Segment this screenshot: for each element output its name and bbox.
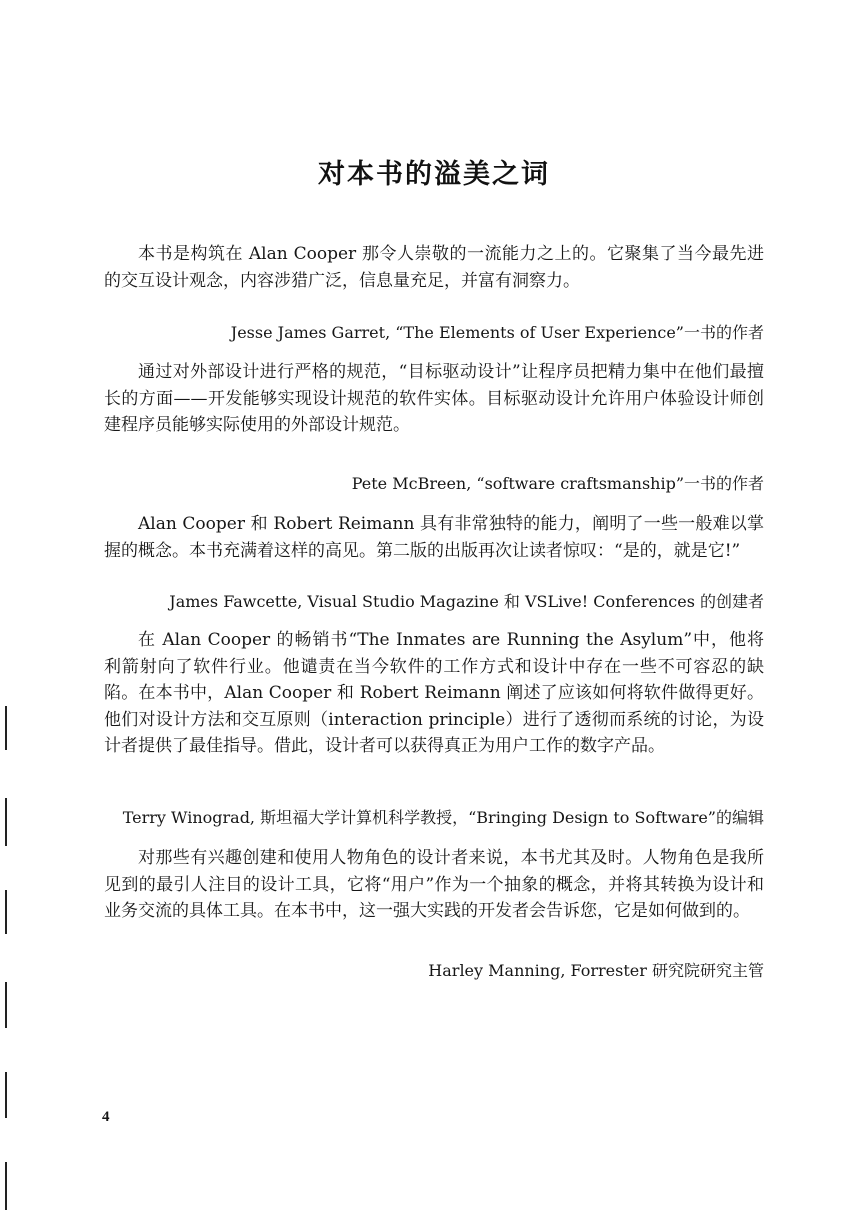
endorsement-quote-2: 通过对外部设计进行严格的规范，“目标驱动设计”让程序员把精力集中在他们最擅长的方面——开发能够实现设计规范的软件实体。目标驱动设计允许用户体验设计师创建程序员能够实际使用的外部设计规范。 [104,362,764,435]
page-title: 对本书的溢美之词 [318,159,550,190]
endorsement-attribution-2: Pete McBreen, “software craftsmanship”一书的作者 [351,474,764,493]
scan-edge-mark [5,982,7,1028]
endorsement-attribution-5: Harley Manning, Forrester 研究院研究主管 [428,961,764,980]
endorsement-attribution-3: James Fawcette, Visual Studio Magazine 和 VSLive! Conferences 的创建者 [169,592,764,611]
scan-edge-mark [5,798,7,846]
endorsement-quote-3: Alan Cooper 和 Robert Reimann 具有非常独特的能力，阐明了一些一般难以掌握的概念。本书充满着这样的高见。第二版的出版再次让读者惊叹：“是的，就是它!” [104,514,764,561]
page-number: 4 [102,1109,110,1125]
scan-edge-mark [5,1162,7,1210]
endorsement-quote-4: 在 Alan Cooper 的畅销书“The Inmates are Running the Asylum”中，他将利箭射向了软件行业。他谴责在当今软件的工作方式和设计中存在一些不可容忍的缺陷。在本书中，Alan Cooper 和 Robert Reimann 阐述了应该如何将软件做得更好。他们对设计方法和交互原则（interaction principle）进行了透彻而系统的讨论，为设计者提供了最佳指导。借此，设计者可以获得真正为用户工作的数字产品。 [104,630,764,756]
endorsement-attribution-1: Jesse James Garret, “The Elements of User Experience”一书的作者 [230,323,764,342]
scan-edge-mark [5,1072,7,1118]
scan-edge-mark [5,706,7,750]
scan-edge-mark [5,890,7,934]
endorsement-quote-1: 本书是构筑在 Alan Cooper 那令人崇敬的一流能力之上的。它聚集了当今最先进的交互设计观念，内容涉猎广泛，信息量充足，并富有洞察力。 [104,244,764,291]
endorsement-attribution-4: Terry Winograd, 斯坦福大学计算机科学教授，“Bringing Design to Software”的编辑 [122,808,764,827]
endorsement-quote-5: 对那些有兴趣创建和使用人物角色的设计者来说，本书尤其及时。人物角色是我所见到的最引人注目的设计工具，它将“用户”作为一个抽象的概念，并将其转换为设计和业务交流的具体工具。在本书中，这一强大实践的开发者会告诉您，它是如何做到的。 [104,848,764,921]
